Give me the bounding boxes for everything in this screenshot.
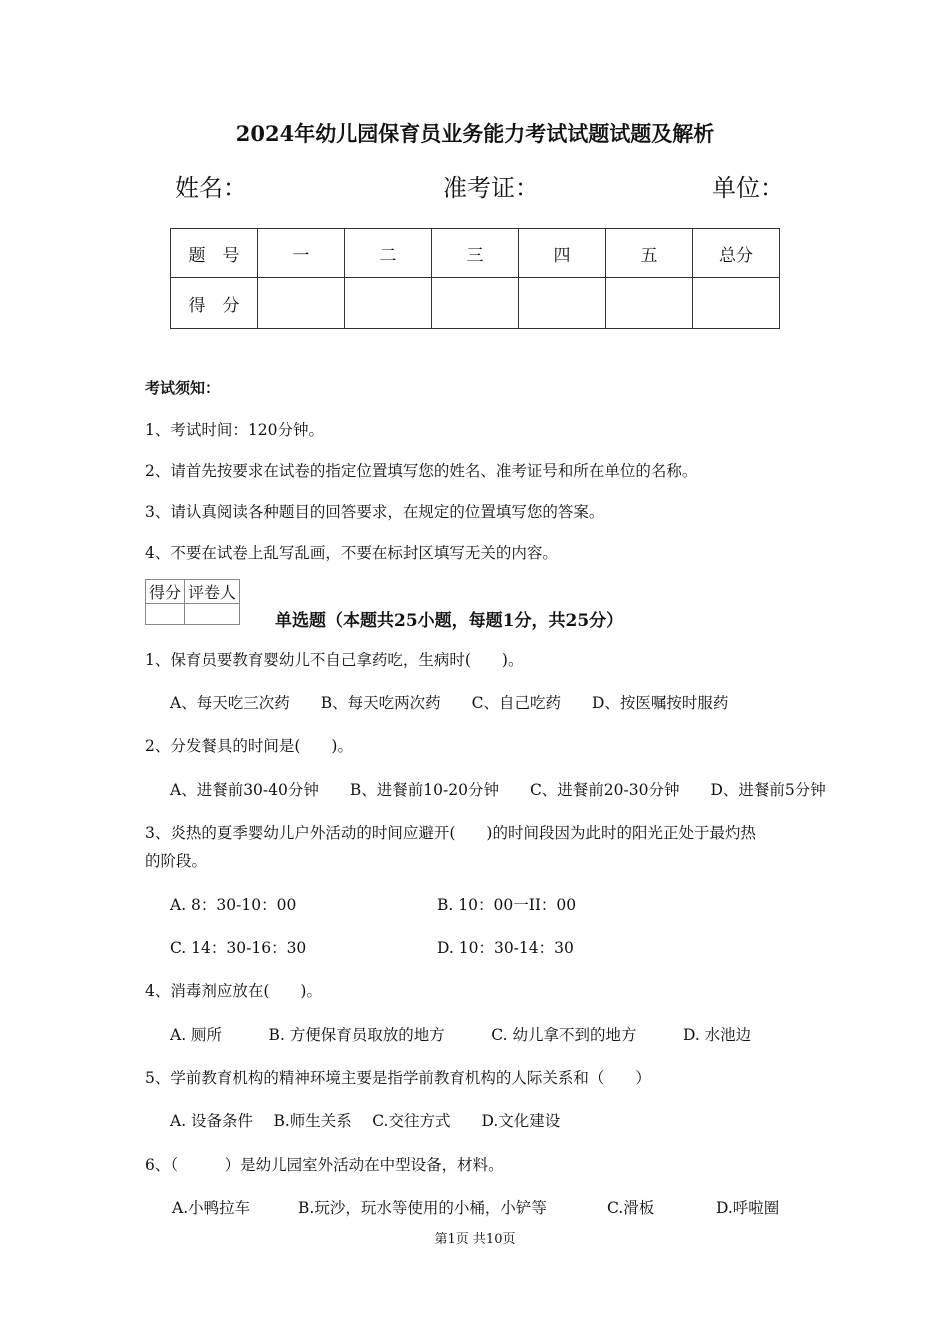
grader-score-label: 得分 — [146, 580, 185, 604]
exam-id-field-label: 准考证： — [443, 174, 539, 202]
option-c: C.滑板 — [607, 1199, 655, 1217]
score-row-label: 得 分 — [171, 278, 258, 329]
score-cell — [606, 278, 693, 329]
score-table-score-row — [171, 278, 780, 329]
option-a: A.小鸭拉车 — [172, 1199, 251, 1217]
notice-item: 1、考试时间：120分钟。 — [145, 421, 324, 439]
option-a: A. 8：30-10：00 — [170, 896, 297, 914]
score-table-header-cell: 二 — [345, 229, 432, 278]
score-table-header-cell: 一 — [258, 229, 345, 278]
score-table-header-cell: 四 — [519, 229, 606, 278]
option-b: B.玩沙，玩水等使用的小桶，小铲等 — [298, 1199, 547, 1217]
question-text: 6、（ ）是幼儿园室外活动在中型设备，材料。 — [145, 1156, 504, 1174]
question-text-continued: 的阶段。 — [145, 852, 208, 870]
score-cell — [432, 278, 519, 329]
unit-field-label: 单位： — [712, 174, 784, 202]
score-table-header-cell: 总分 — [693, 229, 780, 278]
score-cell — [345, 278, 432, 329]
question-text: 4、消毒剂应放在( )。 — [145, 982, 322, 1000]
question-text: 1、保育员要教育婴幼儿不自己拿药吃，生病时( )。 — [145, 651, 524, 669]
score-cell — [258, 278, 345, 329]
name-field-label: 姓名： — [175, 174, 247, 202]
question-text: 5、学前教育机构的精神环境主要是指学前教育机构的人际关系和（ ） — [145, 1069, 651, 1087]
option-c: C. 14：30-16：30 — [170, 939, 307, 957]
option-d: D. 10：30-14：30 — [437, 939, 574, 957]
notice-item: 4、不要在试卷上乱写乱画，不要在标封区填写无关的内容。 — [145, 544, 558, 562]
score-table-header-row — [171, 229, 780, 278]
question-options: A、进餐前30-40分钟 B、进餐前10-20分钟 C、进餐前20-30分钟 D、进餐前5分钟 — [170, 781, 826, 799]
grader-box — [145, 579, 240, 625]
score-table-header-cell: 三 — [432, 229, 519, 278]
notice-item: 3、请认真阅读各种题目的回答要求，在规定的位置填写您的答案。 — [145, 503, 605, 521]
question-options: A. 设备条件 B.师生关系 C.交往方式 D.文化建设 — [170, 1112, 561, 1130]
score-cell — [693, 278, 780, 329]
question-options: A. 厕所 B. 方便保育员取放的地方 C. 幼儿拿不到的地方 D. 水池边 — [170, 1026, 752, 1044]
page-title: 2024年幼儿园保育员业务能力考试试题试题及解析 — [235, 121, 715, 146]
question-text: 2、分发餐具的时间是( )。 — [145, 737, 353, 755]
grader-name-label: 评卷人 — [185, 580, 240, 604]
score-table — [170, 228, 780, 329]
grader-name-cell — [185, 604, 240, 625]
score-cell — [519, 278, 606, 329]
option-b: B. 10：00一II：00 — [437, 896, 577, 914]
score-table-header-cell: 题 号 — [171, 229, 258, 278]
question-text: 3、炎热的夏季婴幼儿户外活动的时间应避开( )的时间段因为此时的阳光正处于最灼热 — [145, 824, 756, 842]
page-footer: 第1页 共10页 — [434, 1232, 516, 1247]
question-options: A、每天吃三次药 B、每天吃两次药 C、自己吃药 D、按医嘱按时服药 — [170, 694, 729, 712]
option-d: D.呼啦圈 — [716, 1199, 780, 1217]
notice-item: 2、请首先按要求在试卷的指定位置填写您的姓名、准考证号和所在单位的名称。 — [145, 462, 698, 480]
score-table-header-cell: 五 — [606, 229, 693, 278]
section-title: 单选题（本题共25小题，每题1分，共25分） — [275, 611, 624, 631]
notice-heading: 考试须知： — [145, 379, 221, 397]
grader-score-cell — [146, 604, 185, 625]
